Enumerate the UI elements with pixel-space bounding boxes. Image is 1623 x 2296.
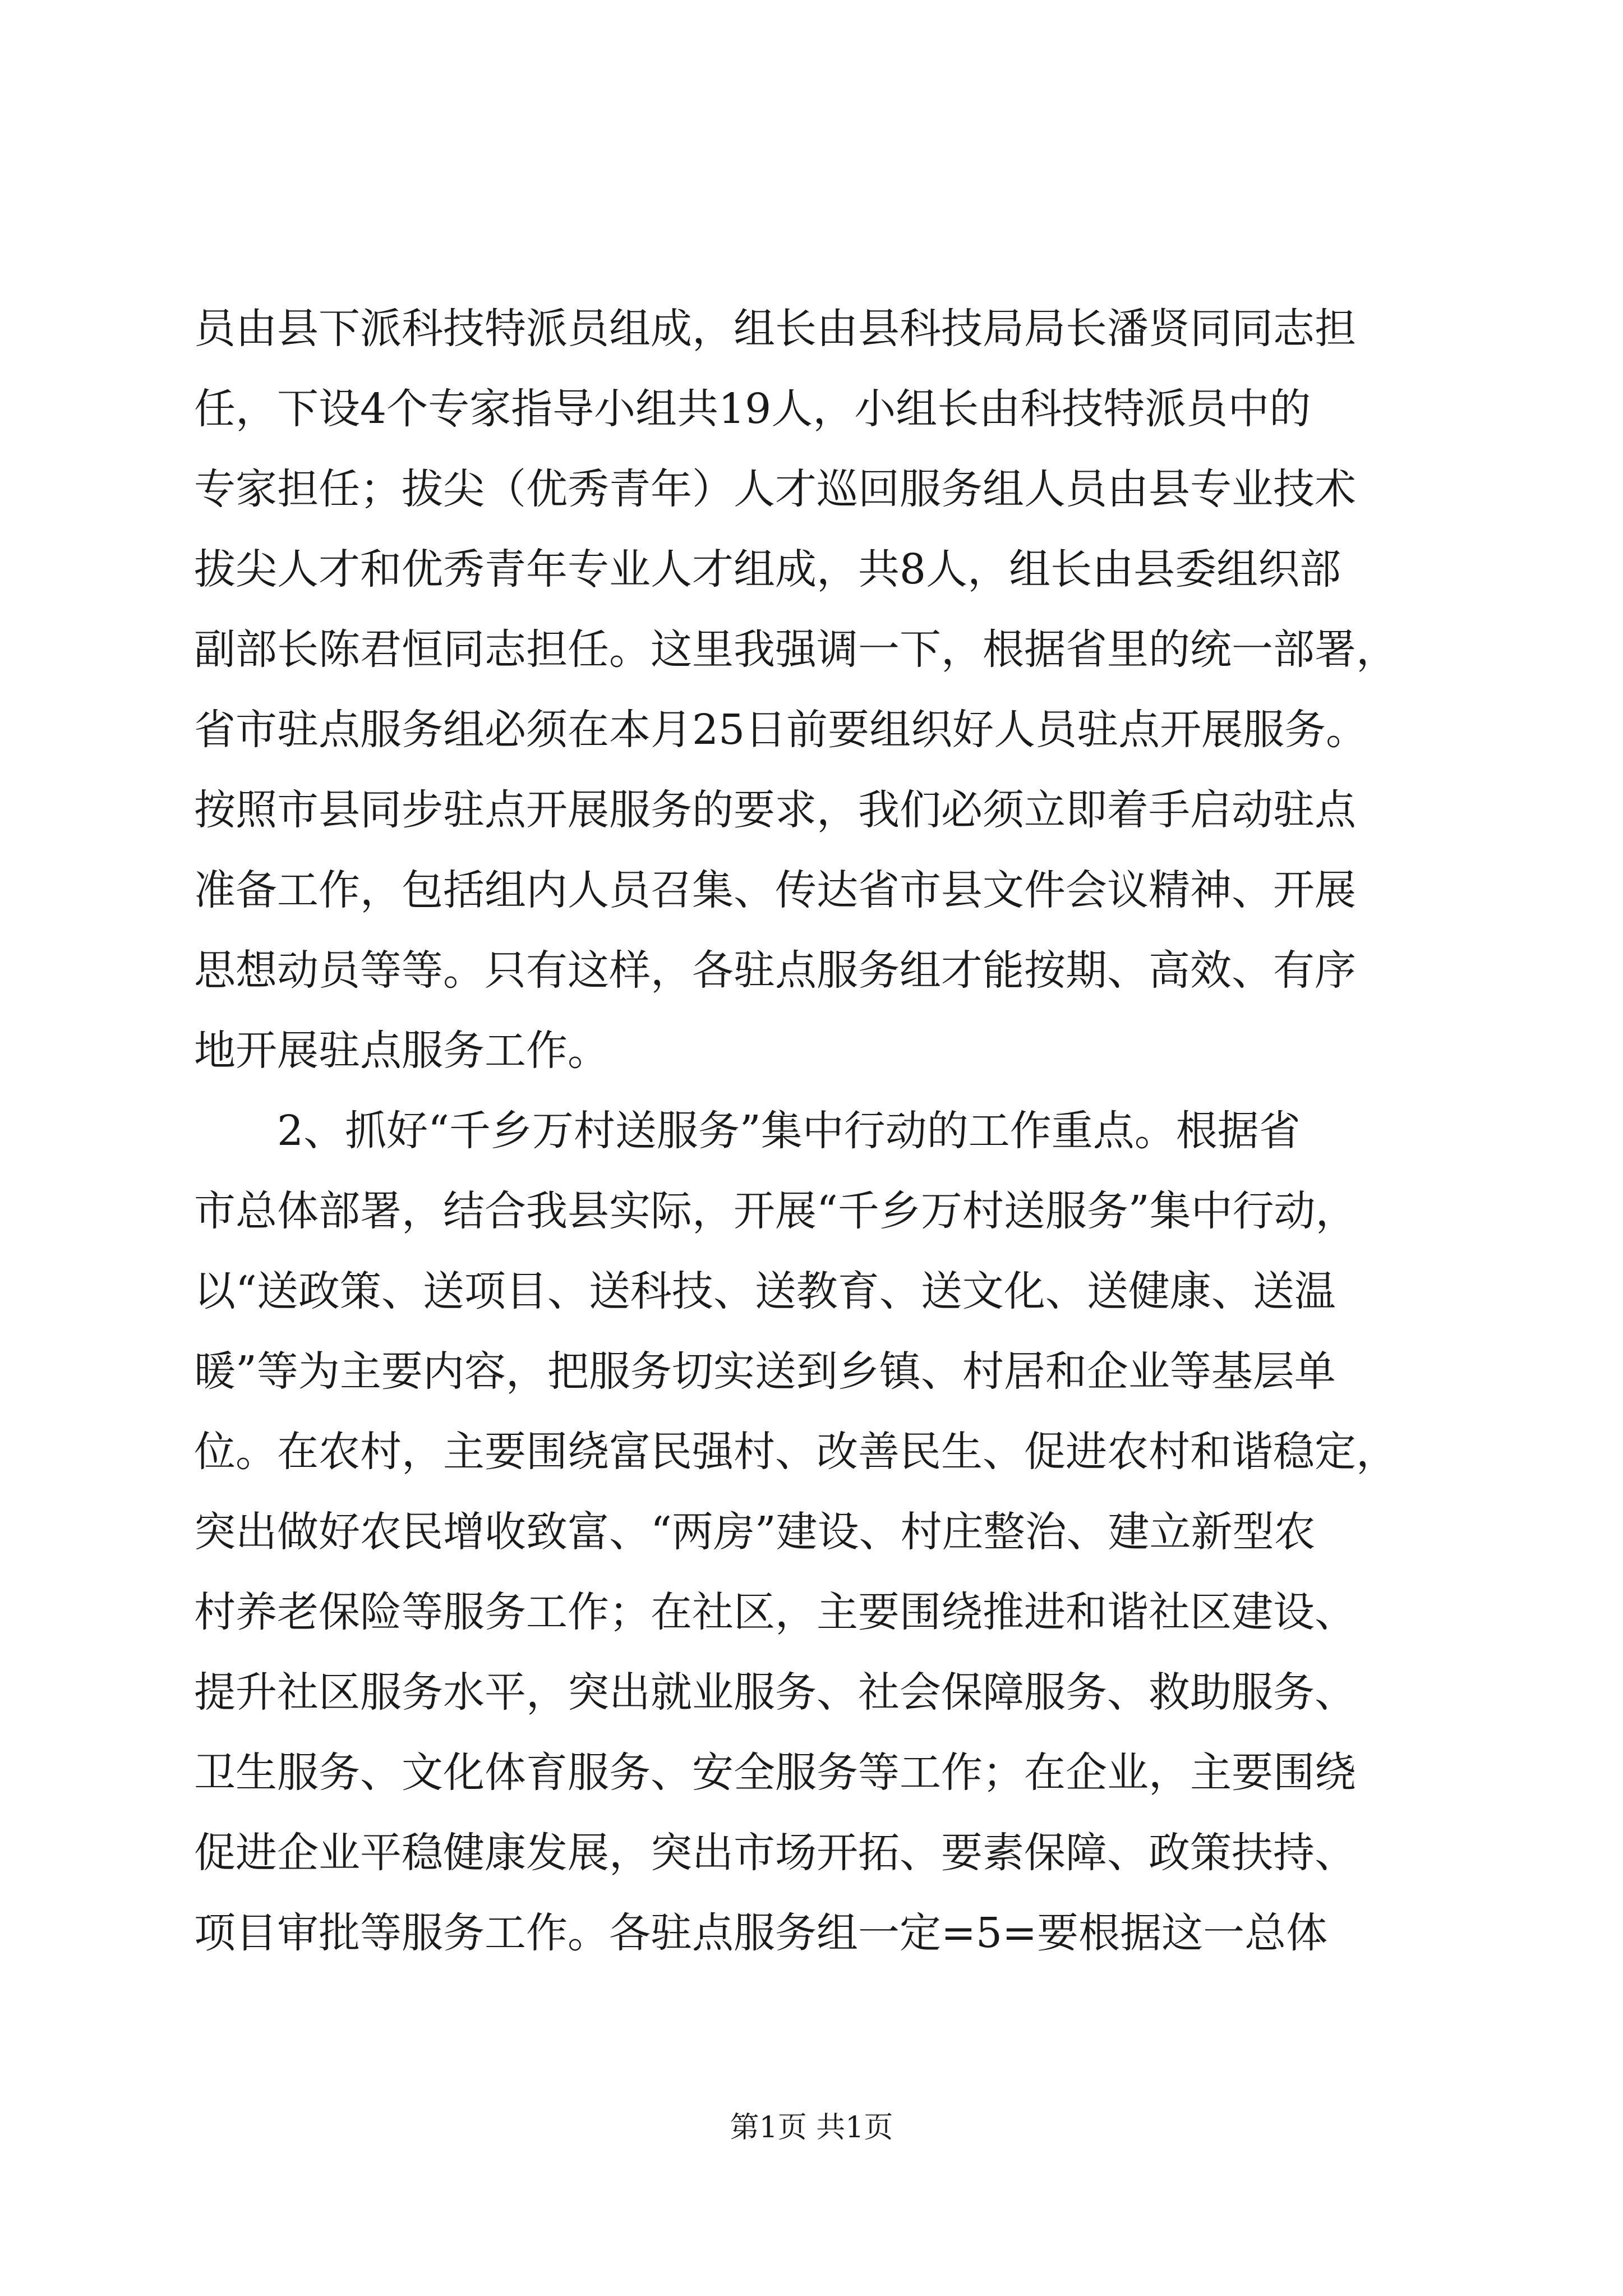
text-line: 位。在农村，主要围绕富民强村、改善民生、促进农村和谐稳定， xyxy=(194,1428,1398,1476)
text-line: 项目审批等服务工作。各驻点服务组一定=5=要根据这一总体 xyxy=(194,1909,1328,1957)
text-line: 卫生服务、文化体育服务、安全服务等工作；在企业，主要围绕 xyxy=(194,1749,1356,1797)
text-line: 副部长陈君恒同志担任。这里我强调一下，根据省里的统一部署， xyxy=(194,625,1398,674)
page-footer xyxy=(0,2108,1623,2147)
body-text xyxy=(194,289,1425,1973)
text-line: 任，下设4个专家指导小组共19人，小组长由科技特派员中的 xyxy=(194,385,1311,433)
text-line: 思想动员等等。只有这样，各驻点服务组才能按期、高效、有序 xyxy=(194,946,1356,995)
text-line: 专家担任；拔尖（优秀青年）人才巡回服务组人员由县专业技术 xyxy=(194,465,1356,513)
page-number-label: 第1页 共1页 xyxy=(730,2111,893,2145)
text-line: 暖”等为主要内容，把服务切实送到乡镇、村居和企业等基层单 xyxy=(194,1347,1336,1396)
text-line: 拔尖人才和优秀青年专业人才组成，共8人，组长由县委组织部 xyxy=(194,545,1341,593)
text-line: 按照市县同步驻点开展服务的要求，我们必须立即着手启动驻点 xyxy=(194,786,1356,834)
text-line: 市总体部署，结合我县实际，开展“千乡万村送服务”集中行动， xyxy=(194,1187,1357,1235)
text-line: 突出做好农民增收致富、“两房”建设、村庄整治、建立新型农 xyxy=(194,1508,1316,1556)
text-line: 以“送政策、送项目、送科技、送教育、送文化、送健康、送温 xyxy=(194,1267,1336,1315)
text-line: 2、抓好“千乡万村送服务”集中行动的工作重点。根据省 xyxy=(194,1107,1301,1155)
text-line: 村养老保险等服务工作；在社区，主要围绕推进和谐社区建设、 xyxy=(194,1588,1356,1636)
text-line: 促进企业平稳健康发展，突出市场开拓、要素保障、政策扶持、 xyxy=(194,1829,1356,1877)
text-line: 省市驻点服务组必须在本月25日前要组织好人员驻点开展服务。 xyxy=(194,706,1368,754)
text-line: 地开展驻点服务工作。 xyxy=(194,1027,609,1075)
text-line: 员由县下派科技特派员组成，组长由县科技局局长潘贤同同志担 xyxy=(194,305,1356,353)
text-line: 提升社区服务水平，突出就业服务、社会保障服务、救助服务、 xyxy=(194,1668,1356,1717)
text-line: 准备工作，包括组内人员召集、传达省市县文件会议精神、开展 xyxy=(194,866,1356,914)
